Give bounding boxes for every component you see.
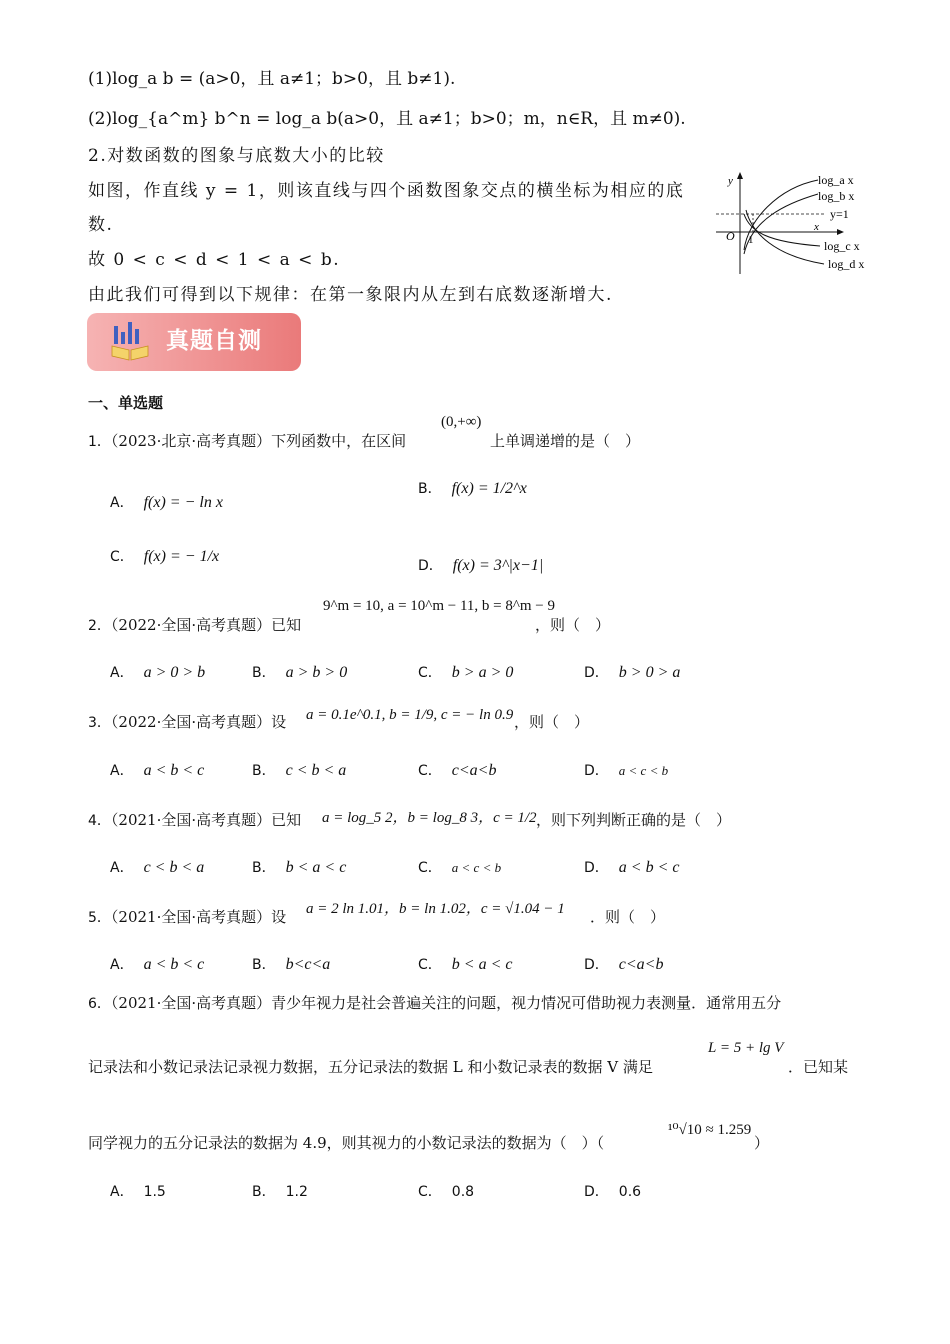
option-label: B． [252,665,276,681]
option-text: 1.5 [143,1184,166,1200]
option-text: c < b < a [143,859,205,876]
option-c[interactable] [418,857,501,877]
condition: 9^m = 10, a = 10^m − 11, b = 8^m − 9 [323,598,556,614]
question-2-tail: ，则（ ） [535,616,611,634]
question-source: （2021·全国·高考真题） [110,811,272,829]
condition: a = log_5 2，b = log_8 3，c = 1/2 [322,810,537,826]
option-label: D． [584,860,609,876]
question-number: 3． [88,715,111,731]
option-label: C． [418,665,442,681]
option-a[interactable] [110,760,204,780]
option-label: D． [418,558,443,574]
question-6-line-3: 同学视力的五分记录法的数据为 4.9，则其视力的小数记录法的数据为（ ）（ [88,1134,605,1152]
book-chart-icon [110,320,150,362]
option-text: b < a < c [285,859,347,876]
option-a[interactable] [110,954,204,974]
formula-1: (1)log_a b = (a>0，且 a≠1；b>0，且 b≠1). [88,69,456,89]
y-axis-arrow-icon [737,172,743,179]
curve-log-a [744,180,818,250]
question-5-tail: ．则（ ） [590,908,666,926]
formula-2: (2)log_{a^m} b^n = log_a b(a>0，且 a≠1；b>0；m，n∈R，且 m≠0). [88,109,686,129]
condition: a = 0.1e^0.1, b = 1/9, c = − ln 0.9 [306,707,514,723]
option-c[interactable] [418,954,512,974]
question-3-tail: ，则（ ） [514,713,590,731]
option-label: D． [584,957,609,973]
option-text: b<c<a [285,956,331,973]
label-log-c: log_c x [824,239,860,253]
option-b[interactable] [252,1181,308,1201]
option-b[interactable] [252,760,346,780]
label-y1: y=1 [830,207,849,221]
question-1-tail: 上单调递增的是（ ） [490,432,641,450]
question-source: （2023·北京·高考真题） [110,432,272,450]
option-label: C． [418,860,442,876]
option-text: 1.2 [285,1184,308,1200]
option-text: a < b < c [143,956,205,973]
conclusion: 故 0 < c < d < 1 < a < b. [88,250,341,270]
option-text: f(x) = − ln x [143,494,223,511]
heading-log-graph-compare: 2.对数函数的图象与底数大小的比较 [88,146,385,166]
option-label: A． [110,763,134,779]
option-text: a < b < c [143,762,205,779]
question-text: 已知 [271,811,302,829]
question-text: 青少年视力是社会普遍关注的问题，视力情况可借助视力表测量．通常用五分 [271,994,782,1012]
option-d[interactable] [418,555,543,575]
option-text: a < c < b [618,763,669,778]
hint-close: ） [754,1134,770,1152]
option-text: 0.6 [618,1184,642,1200]
option-c[interactable] [418,1181,474,1201]
option-b[interactable] [252,662,347,682]
question-text: 已知 [271,616,302,634]
option-label: A． [110,860,134,876]
question-source: （2021·全国·高考真题） [110,994,272,1012]
question-6 [88,992,781,1013]
option-text: a > 0 > b [143,664,206,681]
option-label: B． [418,481,442,497]
question-number: 4． [88,813,111,829]
option-text: 0.8 [451,1184,475,1200]
option-a[interactable] [110,492,223,512]
question-number: 6． [88,996,111,1012]
option-a[interactable] [110,662,205,682]
question-number: 2． [88,618,111,634]
option-text: b > 0 > a [618,664,681,681]
label-log-b: log_b x [818,189,855,203]
option-label: C． [418,763,442,779]
option-label: D． [584,763,609,779]
option-text: a < b < c [618,859,680,876]
origin-label: O [726,229,735,243]
section-title: 一、单选题 [88,394,164,412]
option-d[interactable] [584,857,679,877]
question-source: （2022·全国·高考真题） [110,616,272,634]
option-label: A． [110,665,134,681]
hint: ¹⁰√10 ≈ 1.259 [668,1122,752,1138]
option-label: A． [110,957,134,973]
option-text: c < b < a [285,762,347,779]
rule: 由此我们可得到以下规律：在第一象限内从左到右底数逐渐增大. [88,285,613,305]
option-a[interactable] [110,857,204,877]
option-label: B． [252,860,276,876]
option-label: C． [418,1184,442,1200]
option-label: B． [252,1184,276,1200]
condition: a = 2 ln 1.01，b = ln 1.02，c = √1.04 − 1 [306,901,565,917]
option-c[interactable] [110,546,219,566]
option-text: c<a<b [451,762,497,779]
option-a[interactable] [110,1181,166,1201]
question-2 [88,614,301,635]
option-text: f(x) = 1/2^x [451,480,527,497]
label-log-d: log_d x [828,257,865,271]
axis-x-label: x [814,221,819,233]
option-d[interactable] [584,662,680,682]
option-label: A． [110,1184,134,1200]
option-d[interactable] [584,760,668,780]
option-text: a > b > 0 [285,664,348,681]
question-text: 设 [271,713,287,731]
option-label: C． [110,549,134,565]
option-d[interactable] [584,954,663,974]
question-1 [88,430,406,451]
option-c[interactable] [418,662,513,682]
question-4 [88,809,301,830]
banner-title: 真题自测 [166,328,262,354]
option-text: b < a < c [451,956,513,973]
question-3 [88,711,286,732]
formula: L = 5 + lg V [708,1040,784,1056]
paragraph-line-1: 如图，作直线 y = 1，则该直线与四个函数图象交点的横坐标为相应的底 [88,181,685,201]
question-text: 设 [271,908,287,926]
x-axis-arrow-icon [837,229,844,235]
option-label: D． [584,665,609,681]
question-6-line-2: 记录法和小数记录法记录视力数据，五分记录法的数据 L 和小数记录表的数据 V 满足 [88,1058,653,1076]
option-c[interactable] [418,760,496,780]
question-text: 下列函数中，在区间 [271,432,407,450]
option-text: a < c < b [451,860,502,875]
question-6-line-2-tail: ．已知某 [788,1058,849,1076]
option-d[interactable] [584,1181,641,1201]
option-b[interactable] [252,857,346,877]
option-text: c<a<b [618,956,664,973]
paragraph-line-2: 数. [88,215,114,235]
axis-y-label: y [728,175,733,187]
one-label: 1 [748,234,754,246]
option-b[interactable] [252,954,330,974]
option-b[interactable] [418,478,527,498]
question-4-tail: ，则下列判断正确的是（ ） [536,811,732,829]
question-source: （2022·全国·高考真题） [110,713,272,731]
label-log-a: log_a x [818,173,854,187]
option-label: D． [584,1184,609,1200]
question-number: 1． [88,434,111,450]
question-5 [88,906,286,927]
option-text: f(x) = − 1/x [143,548,220,565]
question-number: 5． [88,910,111,926]
option-text: b > a > 0 [451,664,514,681]
log-graph-figure [708,170,888,280]
option-label: B． [252,957,276,973]
option-label: C． [418,957,442,973]
question-source: （2021·全国·高考真题） [110,908,272,926]
option-text: f(x) = 3^|x−1| [452,557,544,574]
interval: (0,+∞) [441,414,482,430]
option-label: B． [252,763,276,779]
option-label: A． [110,495,134,511]
